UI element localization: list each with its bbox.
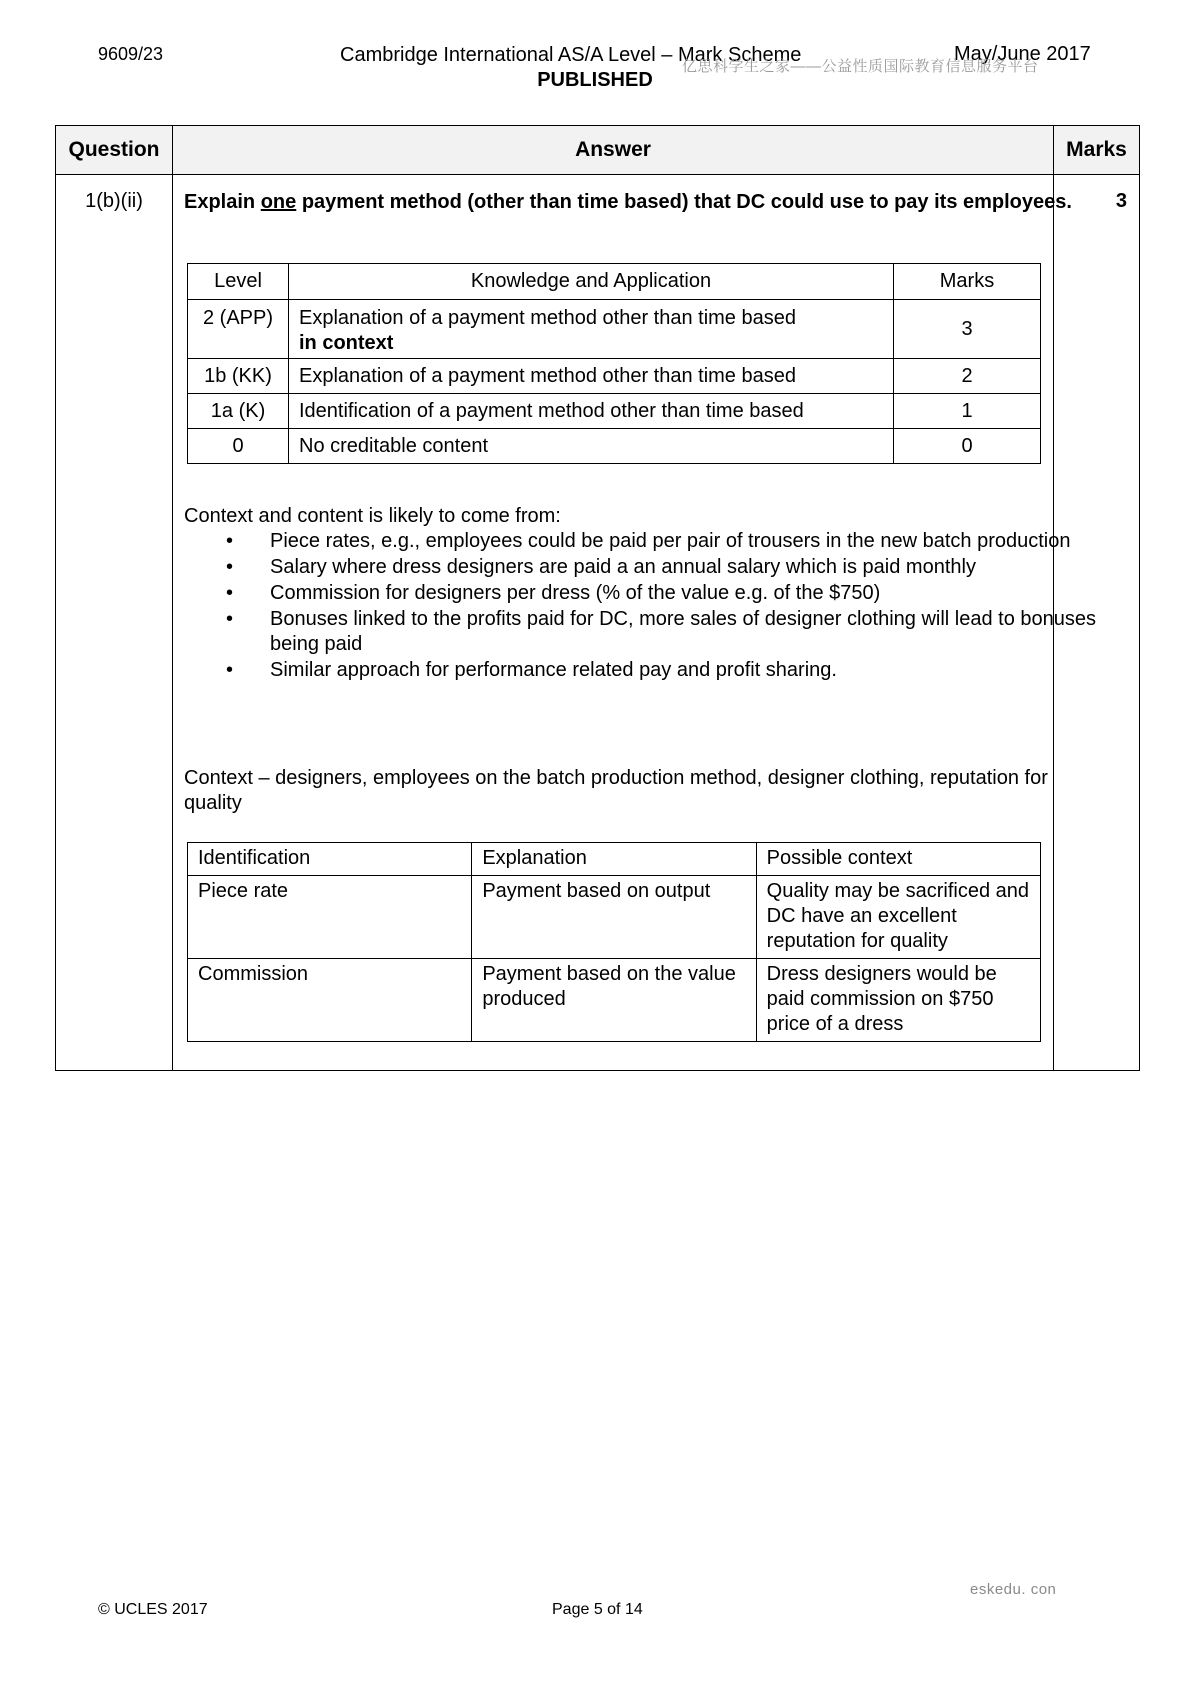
table-row: [188, 959, 1041, 1042]
document-code: 9609/23: [98, 44, 164, 64]
list-item: • Bonuses linked to the profits paid for DC, more sales of designer clothing will lead to bonuses being paid: [184, 607, 1104, 657]
level-cell: 1a (K): [188, 394, 289, 429]
level-cell: 0: [188, 429, 289, 464]
table-header-row: [56, 126, 1139, 175]
exam-session: May/June 2017: [954, 43, 1091, 65]
levels-header-marks: Marks: [894, 264, 1041, 300]
level-description: [289, 300, 894, 359]
site-watermark: eskedu. con: [970, 1581, 1057, 1598]
list-item: • Salary where dress designers are paid a an annual salary which is paid monthly: [184, 555, 1104, 580]
ident-cell: Dress designers would be paid commission on $750 price of a dress: [756, 959, 1040, 1042]
table-row: [188, 429, 1041, 464]
levels-table: [187, 263, 1041, 464]
level-description: Identification of a payment method other than time based: [289, 394, 894, 429]
watermark-text: 亿思科学生之家——公益性质国际教育信息服务平台: [682, 58, 1039, 75]
question-number: 1(b)(ii): [85, 190, 143, 212]
table-row: [188, 394, 1041, 429]
ident-cell: Payment based on output: [472, 876, 756, 959]
question-column: [56, 126, 173, 1070]
level-marks: 3: [894, 300, 1041, 359]
ident-header-identification: Identification: [188, 843, 472, 876]
level-description: No creditable content: [289, 429, 894, 464]
identification-header-row: [188, 843, 1041, 876]
level-marks: 2: [894, 359, 1041, 394]
list-item: • Commission for designers per dress (% of the value e.g. of the $750): [184, 581, 1104, 606]
prompt-emphasis: one: [260, 191, 297, 213]
question-prompt: [184, 190, 1104, 215]
ident-header-context: Possible context: [756, 843, 1040, 876]
level-description-emphasis: in context: [299, 332, 394, 354]
ident-header-explanation: Explanation: [472, 843, 756, 876]
level-cell: 1b (KK): [188, 359, 289, 394]
answer-column-header: Answer: [575, 138, 651, 161]
mark-scheme-table: [55, 125, 1140, 1071]
level-cell: 2 (APP): [188, 300, 289, 359]
question-column-header: Question: [68, 138, 160, 161]
document-title: Cambridge International AS/A Level – Mark Scheme: [340, 44, 802, 66]
level-description: Explanation of a payment method other than time based: [289, 359, 894, 394]
table-row: [188, 300, 1041, 359]
level-marks: 1: [894, 394, 1041, 429]
ident-cell: Quality may be sacrificed and DC have an excellent reputation for quality: [756, 876, 1040, 959]
context-summary: Context – designers, employees on the batch production method, designer clothing, reputation for quality: [184, 767, 1048, 814]
table-row: [188, 359, 1041, 394]
list-item: • Piece rates, e.g., employees could be paid per pair of trousers in the new batch production: [184, 529, 1104, 554]
levels-header-knowledge: Knowledge and Application: [289, 264, 894, 300]
level-description-text: Explanation of a payment method other than time based: [299, 307, 796, 329]
copyright-notice: © UCLES 2017: [98, 1601, 208, 1618]
context-bullet-list: [184, 529, 1104, 684]
context-intro: Context and content is likely to come from:: [184, 505, 561, 527]
identification-table: [187, 842, 1041, 1042]
ident-cell: Commission: [188, 959, 472, 1042]
published-label: PUBLISHED: [537, 69, 653, 91]
table-row: [188, 876, 1041, 959]
ident-cell: Payment based on the value produced: [472, 959, 756, 1042]
prompt-text-start: Explain: [184, 191, 261, 213]
question-marks: 3: [1115, 190, 1127, 212]
marks-column-header: Marks: [1066, 138, 1127, 161]
level-marks: 0: [894, 429, 1041, 464]
page-number: Page 5 of 14: [552, 1601, 643, 1618]
prompt-text-end: payment method (other than time based) that DC could use to pay its employees.: [296, 191, 1072, 213]
levels-header-level: Level: [188, 264, 289, 300]
levels-header-row: [188, 264, 1041, 300]
ident-cell: Piece rate: [188, 876, 472, 959]
list-item: • Similar approach for performance related pay and profit sharing.: [184, 658, 1104, 683]
